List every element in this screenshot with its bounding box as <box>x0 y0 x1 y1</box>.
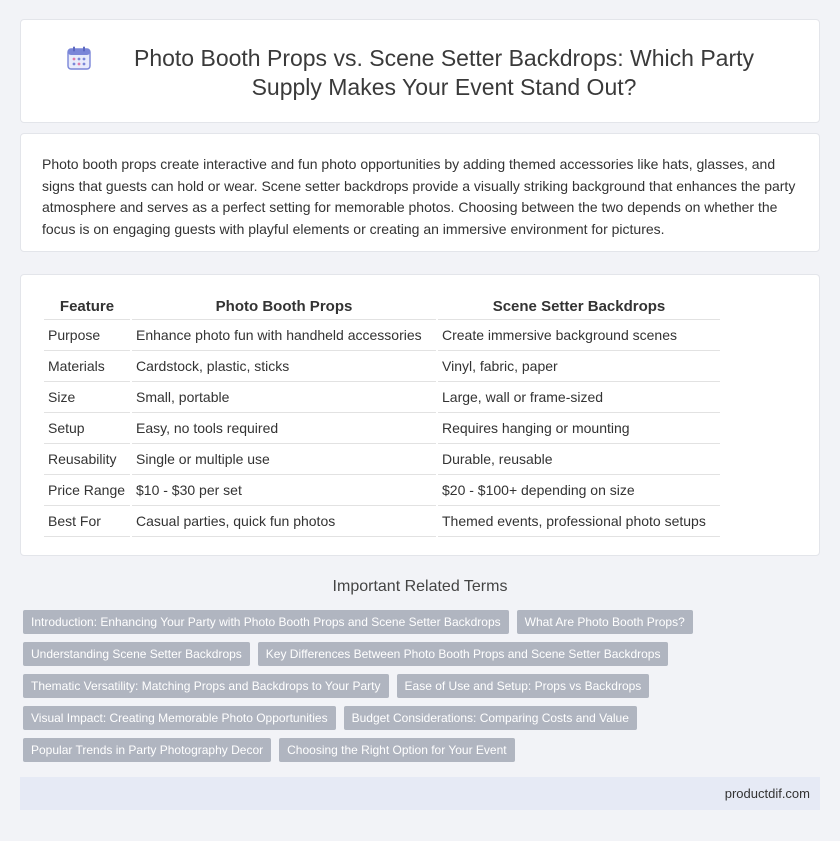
related-term-link[interactable]: Key Differences Between Photo Booth Props and Scene Setter Backdrops <box>258 642 669 666</box>
row-feature: Size <box>44 382 130 413</box>
row-props-value: Cardstock, plastic, sticks <box>132 351 436 382</box>
table-row <box>44 444 720 475</box>
related-terms-heading: Important Related Terms <box>332 578 508 595</box>
related-term-link[interactable]: Budget Considerations: Comparing Costs and Value <box>344 706 637 730</box>
row-backdrops-value: Themed events, professional photo setups <box>438 506 720 537</box>
related-term-link[interactable]: Thematic Versatility: Matching Props and Backdrops to Your Party <box>23 674 389 698</box>
title-card <box>20 19 820 123</box>
row-backdrops-value: Large, wall or frame-sized <box>438 382 720 413</box>
table-row <box>44 382 720 413</box>
row-feature: Reusability <box>44 444 130 475</box>
row-feature: Best For <box>44 506 130 537</box>
row-feature: Setup <box>44 413 130 444</box>
row-props-value: Small, portable <box>132 382 436 413</box>
row-backdrops-value: Create immersive background scenes <box>438 320 720 351</box>
intro-paragraph: Photo booth props create interactive and fun photo opportunities by adding themed accessories like hats, glasses, and signs that guests can hold or wear. Scene setter backdrops provide a visually striking background that enhances the party atmosphere and serves as a perfect setting for memorable photos. Choosing between the two depends on whether the focus is on engaging guests with playful elements or creating an immersive environment for pictures. <box>42 156 796 237</box>
table-row <box>44 351 720 382</box>
row-feature: Price Range <box>44 475 130 506</box>
related-term-link[interactable]: Understanding Scene Setter Backdrops <box>23 642 250 666</box>
row-backdrops-value: Durable, reusable <box>438 444 720 475</box>
header-photo-booth-props: Photo Booth Props <box>132 294 436 320</box>
intro-card <box>20 133 820 252</box>
related-term-link[interactable]: Popular Trends in Party Photography Decor <box>23 738 271 762</box>
row-backdrops-value: Vinyl, fabric, paper <box>438 351 720 382</box>
calendar-icon <box>66 45 92 71</box>
table-row <box>44 475 720 506</box>
row-backdrops-value: Requires hanging or mounting <box>438 413 720 444</box>
related-term-link[interactable]: Introduction: Enhancing Your Party with Photo Booth Props and Scene Setter Backdrops <box>23 610 509 634</box>
row-props-value: Enhance photo fun with handheld accessories <box>132 320 436 351</box>
related-term-link[interactable]: Visual Impact: Creating Memorable Photo Opportunities <box>23 706 336 730</box>
related-terms-list <box>23 610 803 762</box>
comparison-table <box>42 294 722 537</box>
comparison-card <box>20 274 820 556</box>
row-props-value: $10 - $30 per set <box>132 475 436 506</box>
table-row <box>44 506 720 537</box>
related-term-link[interactable]: What Are Photo Booth Props? <box>517 610 693 634</box>
row-feature: Materials <box>44 351 130 382</box>
row-feature: Purpose <box>44 320 130 351</box>
related-term-link[interactable]: Ease of Use and Setup: Props vs Backdrops <box>397 674 650 698</box>
related-term-link[interactable]: Choosing the Right Option for Your Event <box>279 738 514 762</box>
title-wrap <box>21 44 819 102</box>
page-title: Photo Booth Props vs. Scene Setter Backdrops: Which Party Supply Makes Your Event Stand Out? <box>133 45 755 100</box>
row-backdrops-value: $20 - $100+ depending on size <box>438 475 720 506</box>
row-props-value: Single or multiple use <box>132 444 436 475</box>
table-header-row <box>44 294 720 320</box>
footer-bar <box>20 777 820 810</box>
table-row <box>44 413 720 444</box>
row-props-value: Easy, no tools required <box>132 413 436 444</box>
header-feature: Feature <box>44 294 130 320</box>
header-scene-setter-backdrops: Scene Setter Backdrops <box>438 294 720 320</box>
footer-site-link[interactable]: productdif.com <box>724 786 810 801</box>
table-row <box>44 320 720 351</box>
row-props-value: Casual parties, quick fun photos <box>132 506 436 537</box>
